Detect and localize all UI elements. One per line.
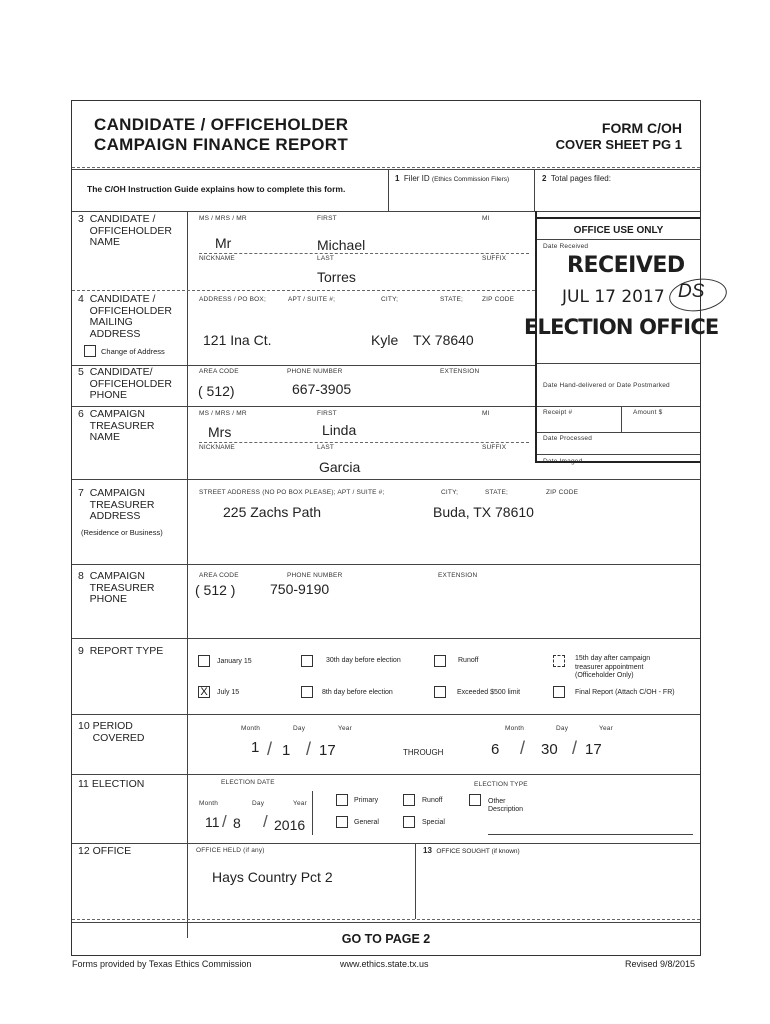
sec9-label: 9 REPORT TYPE [78, 645, 164, 657]
sec6-field-last: LAST [317, 444, 335, 451]
report-15day-checkbox[interactable] [553, 655, 565, 667]
received-stamp: RECEIVED [567, 253, 685, 278]
initials-signature: DS [678, 281, 705, 302]
sec5-field-area: AREA CODE [199, 368, 239, 375]
report-jan15-label: January 15 [217, 658, 252, 665]
election-special-checkbox[interactable] [403, 816, 415, 828]
sec8-field-area: AREA CODE [199, 572, 239, 579]
sec3-field-last: LAST [317, 255, 335, 262]
change-of-address-checkbox[interactable] [84, 345, 96, 357]
sec4-label: 4 CANDIDATE / OFFICEHOLDER MAILING ADDRESS [78, 293, 172, 340]
period-to-slash-1: / [520, 738, 526, 758]
go-to-page-2: GO TO PAGE 2 [341, 932, 431, 946]
candidate-city: Kyle [371, 332, 399, 348]
sec3-field-mi: MI [482, 215, 490, 222]
campaign-finance-form [71, 100, 719, 956]
election-general-checkbox[interactable] [336, 816, 348, 828]
sec5-label: 5 CANDIDATE/ OFFICEHOLDER PHONE [78, 366, 172, 401]
treasurer-first-name: Linda [322, 422, 357, 438]
treasurer-area-code: ( 512 ) [195, 582, 236, 598]
report-30day-checkbox[interactable] [301, 655, 313, 667]
election-primary-label: Primary [354, 797, 379, 804]
report-final-checkbox[interactable] [553, 686, 565, 698]
sec6-field-first: FIRST [317, 410, 337, 417]
filer-id-label: 1 Filer ID (Ethics Commission Filers) [395, 174, 510, 183]
sec3-field-nickname: NICKNAME [199, 255, 235, 262]
sec8-field-phone: PHONE NUMBER [287, 572, 343, 579]
candidate-area-code: ( 512) [198, 383, 235, 399]
footer-provider: Forms provided by Texas Ethics Commission [72, 959, 252, 969]
election-year-label: Year [293, 800, 307, 807]
sec13-label: 13 OFFICE SOUGHT (if known) [423, 846, 520, 855]
period-to-slash-2: / [572, 738, 578, 758]
election-date-label: ELECTION DATE [221, 779, 275, 786]
date-received-label: Date Received [543, 243, 589, 250]
election-runoff-checkbox[interactable] [403, 794, 415, 806]
form-id: FORM C/OH [601, 120, 682, 136]
sec10-label: 10 PERIOD COVERED [78, 720, 145, 744]
period-from-day: 1 [282, 742, 291, 759]
treasurer-phone: 750-9190 [270, 581, 330, 597]
report-runoff-label: Runoff [458, 657, 479, 664]
election-type-label: ELECTION TYPE [474, 781, 528, 788]
sec4-field-city: CITY; [381, 296, 399, 303]
sec7-note: (Residence or Business) [81, 528, 163, 537]
form-title-line1: CANDIDATE / OFFICEHOLDER [94, 115, 349, 134]
treasurer-last-name: Garcia [319, 459, 361, 475]
period-from-year: 17 [319, 742, 336, 759]
date-hand-delivered-label: Date Hand-delivered or Date Postmarked [543, 382, 670, 389]
period-from-day-label: Day [293, 725, 306, 732]
receipt-label: Receipt # [543, 409, 573, 416]
period-to-month-label: Month [505, 725, 525, 732]
election-other-label: Other Description [488, 798, 524, 813]
election-primary-checkbox[interactable] [336, 794, 348, 806]
candidate-last-name: Torres [317, 269, 356, 285]
sec3-field-suffix: SUFFIX [482, 255, 507, 262]
date-imaged-label: Date Imaged [543, 458, 583, 465]
office-held-value: Hays Country Pct 2 [212, 869, 333, 885]
sec6-field-nickname: NICKNAME [199, 444, 235, 451]
sec7-label: 7 CAMPAIGN TREASURER ADDRESS [78, 487, 155, 522]
candidate-state-zip: TX 78640 [413, 332, 474, 348]
report-jul15-label: July 15 [217, 689, 240, 696]
period-to-day: 30 [541, 741, 558, 758]
period-to-year-label: Year [599, 725, 613, 732]
received-stamp-date: JUL 17 2017 [562, 287, 665, 307]
candidate-phone: 667-3905 [292, 381, 352, 397]
treasurer-city-state-zip: Buda, TX 78610 [433, 504, 534, 520]
sec7-field-city: CITY; [441, 489, 459, 496]
report-30day-label: 30th day before election [326, 657, 401, 664]
report-exceeded-checkbox[interactable] [434, 686, 446, 698]
period-from-slash-1: / [267, 739, 273, 759]
sec3-field-ms: MS / MRS / MR [199, 215, 247, 222]
election-day-label: Day [252, 800, 265, 807]
report-exceeded-label: Exceeded $500 limit [457, 689, 521, 696]
sec8-label: 8 CAMPAIGN TREASURER PHONE [78, 570, 155, 605]
date-processed-label: Date Processed [543, 435, 593, 442]
period-from-slash-2: / [306, 739, 312, 759]
election-month-label: Month [199, 800, 219, 807]
period-from-month-label: Month [241, 725, 261, 732]
report-8day-checkbox[interactable] [301, 686, 313, 698]
sec7-field-street: STREET ADDRESS (NO PO BOX PLEASE); APT / SUITE #; [199, 489, 385, 496]
period-through-label: THROUGH [403, 748, 444, 757]
sec3-label: 3 CANDIDATE / OFFICEHOLDER NAME [78, 213, 172, 248]
candidate-first-name: Michael [317, 237, 366, 253]
treasurer-prefix: Mrs [208, 424, 232, 440]
form-subtitle: COVER SHEET PG 1 [555, 137, 682, 152]
election-slash-1: / [222, 812, 227, 831]
sec4-field-zip: ZIP CODE [482, 296, 515, 303]
office-use-title: OFFICE USE ONLY [573, 225, 664, 236]
election-runoff-label: Runoff [422, 797, 443, 804]
sec11-label: 11 ELECTION [78, 778, 145, 790]
sec6-label: 6 CAMPAIGN TREASURER NAME [78, 408, 155, 443]
election-other-checkbox[interactable] [469, 794, 481, 806]
report-8day-label: 8th day before election [322, 689, 393, 696]
sec4-field-address: ADDRESS / PO BOX; [199, 296, 266, 303]
candidate-prefix: Mr [215, 235, 232, 251]
footer-revised: Revised 9/8/2015 [625, 959, 696, 969]
sec5-field-extension: EXTENSION [440, 368, 480, 375]
office-held-label: OFFICE HELD (if any) [196, 847, 265, 854]
report-final-label: Final Report (Attach C/OH - FR) [575, 689, 675, 696]
candidate-address: 121 Ina Ct. [203, 332, 272, 348]
total-pages-label: 2 Total pages filed: [542, 174, 611, 183]
report-15day-label: 15th day after campaign treasurer appointment (Officeholder Only) [575, 655, 651, 679]
period-from-month: 1 [251, 739, 260, 756]
election-slash-2: / [263, 812, 268, 831]
treasurer-street: 225 Zachs Path [223, 504, 322, 520]
sec4-field-state: STATE; [440, 296, 463, 303]
change-of-address-label: Change of Address [101, 347, 165, 356]
footer-website[interactable]: www.ethics.state.tx.us [340, 959, 429, 969]
sec5-field-phone: PHONE NUMBER [287, 368, 343, 375]
sec3-field-first: FIRST [317, 215, 337, 222]
sec8-field-extension: EXTENSION [438, 572, 478, 579]
period-to-day-label: Day [556, 725, 569, 732]
report-runoff-checkbox[interactable] [434, 655, 446, 667]
sec6-field-suffix: SUFFIX [482, 444, 507, 451]
amount-label: Amount $ [633, 409, 663, 416]
sec7-field-state: STATE; [485, 489, 508, 496]
sec12-label: 12 OFFICE [78, 845, 132, 857]
election-special-label: Special [422, 819, 445, 826]
election-general-label: General [354, 819, 379, 826]
election-day: 8 [233, 815, 241, 831]
election-office-stamp: ELECTION OFFICE [524, 315, 719, 339]
period-from-year-label: Year [338, 725, 352, 732]
sec6-field-mi: MI [482, 410, 490, 417]
instruction-text: The C/OH Instruction Guide explains how to complete this form. [87, 184, 346, 194]
report-jul15-checkbox[interactable]: X [198, 686, 210, 698]
period-to-month: 6 [491, 741, 500, 758]
election-other-description-line[interactable] [488, 834, 693, 835]
form-title-line2: CAMPAIGN FINANCE REPORT [94, 135, 349, 154]
election-month: 11 [205, 814, 220, 830]
period-to-year: 17 [585, 741, 602, 758]
sec7-field-zip: ZIP CODE [546, 489, 579, 496]
election-year: 2016 [274, 817, 306, 833]
sec6-field-ms: MS / MRS / MR [199, 410, 247, 417]
sec4-field-apt: APT / SUITE #; [288, 296, 336, 303]
report-jan15-checkbox[interactable] [198, 655, 210, 667]
